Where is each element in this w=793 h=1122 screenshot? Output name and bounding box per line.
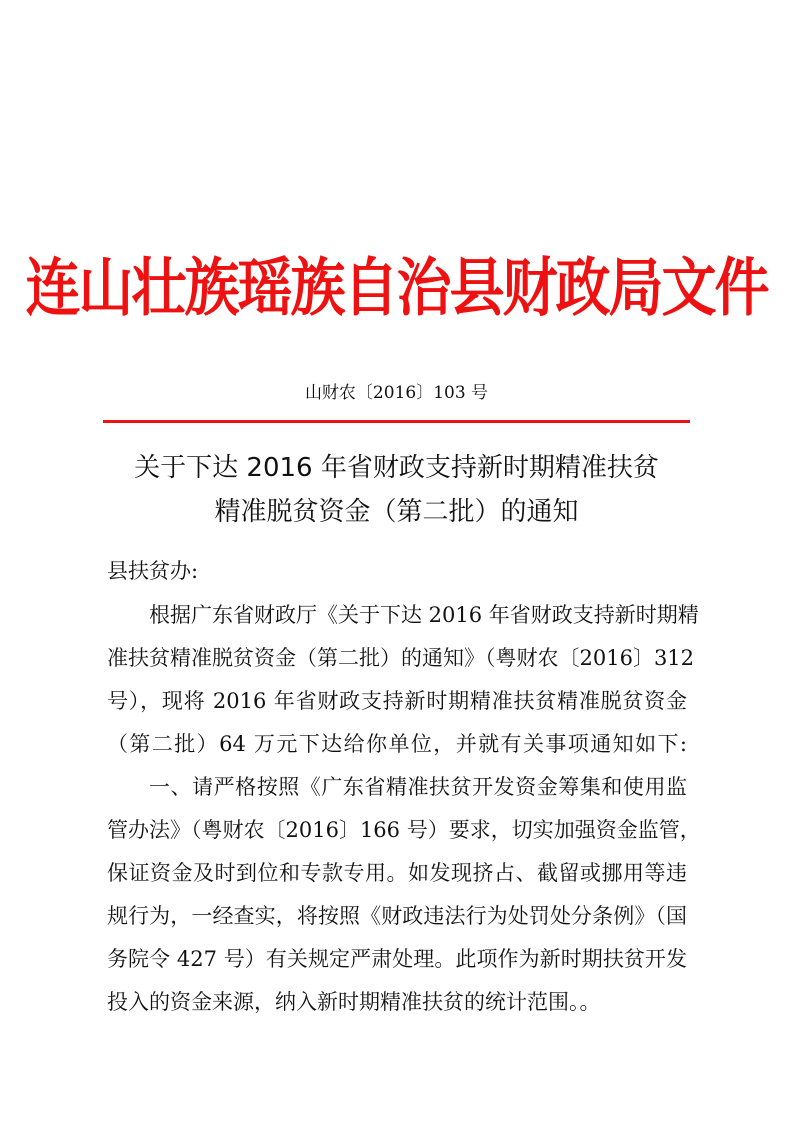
notice-title-line-1: 关于下达 2016 年省财政支持新时期精准扶贫	[134, 453, 659, 483]
body-line: 号），现将 2016 年省财政支持新时期精准扶贫精准脱贫资金	[107, 689, 687, 713]
document-number: 山财农〔2016〕103 号	[304, 383, 489, 403]
body-line: 保证资金及时到位和专款专用。如发现挤占、截留或挪用等违	[107, 861, 687, 885]
body-line: 一、请严格按照《广东省精准扶贫开发资金筹集和使用监	[149, 775, 687, 799]
body-line: 管办法》（粤财农〔2016〕166 号）要求，切实加强资金监管，	[107, 818, 701, 842]
body-line: （第二批）64 万元下达给你单位，并就有关事项通知如下:	[107, 732, 687, 756]
body-line: 根据广东省财政厅《关于下达 2016 年省财政支持新时期精	[149, 603, 699, 627]
notice-title	[0, 446, 793, 534]
salutation: 县扶贫办:	[107, 559, 199, 583]
issuer-title: 连山壮族瑶族自治县财政局文件	[25, 250, 768, 325]
body-line: 务院令 427 号）有关规定严肃处理。此项作为新时期扶贫开发	[107, 947, 687, 971]
red-divider	[103, 420, 690, 423]
body-line: 准扶贫精准脱贫资金（第二批）的通知》（粤财农〔2016〕312	[107, 646, 695, 670]
notice-title-line-2: 精准脱贫资金（第二批）的通知	[214, 497, 579, 527]
body-line: 投入的资金来源，纳入新时期精准扶贫的统计范围。。	[107, 990, 601, 1014]
body-line: 规行为，一经查实，将按照《财政违法行为处罚处分条例》（国	[107, 904, 687, 928]
